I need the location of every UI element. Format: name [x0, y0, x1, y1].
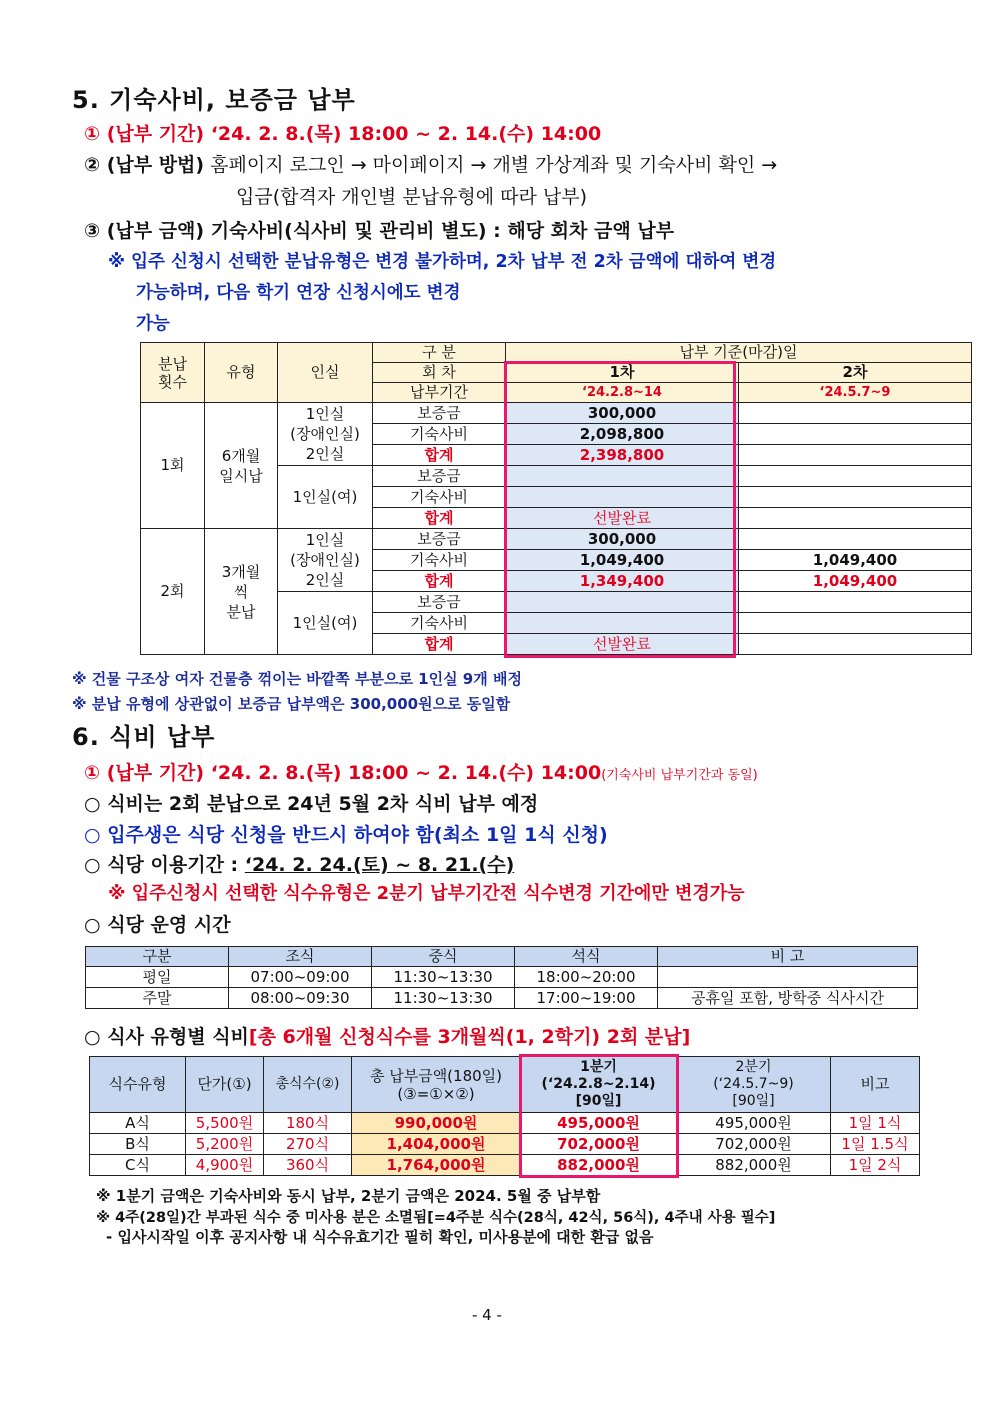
s5-method-line1: 홈페이지 로그인 → 마이페이지 → 개별 가상계좌 및 기숙사비 확인 → [210, 154, 778, 176]
meal-cell: 270식 [264, 1134, 352, 1155]
hours-cell: 11:30~13:30 [372, 967, 515, 988]
g1a-dorm-2 [739, 424, 972, 445]
g2-room-a: 1인실 (장애인실) 2인실 [278, 529, 373, 592]
table-row [90, 1155, 920, 1176]
s6-footnote-1: ※ 1분기 금액은 기숙사비와 동시 납부, 2분기 금액은 2024. 5월 중 납부함 [96, 1187, 601, 1205]
meal-cell: 495,000원 [677, 1113, 831, 1134]
g2a-total-1: 1,349,400 [506, 571, 739, 592]
table-row [86, 988, 918, 1009]
meal-h-q1: 1분기 (‘24.2.8~2.14) [90일] [521, 1057, 677, 1113]
meal-cell: 1일 1식 [831, 1113, 920, 1134]
table-row [86, 967, 918, 988]
table-row [90, 1113, 920, 1134]
g1a-deposit-label: 보증금 [373, 403, 506, 424]
s6-bullet-3-prefix: ○ 식당 이용기간 : [84, 854, 245, 876]
round-2: 2차 [739, 363, 972, 383]
g2a-deposit-1: 300,000 [506, 529, 739, 550]
g1-room-a: 1인실 (장애인실) 2인실 [278, 403, 373, 466]
meal-cell: 5,200원 [186, 1134, 264, 1155]
section5-title: 5. 기숙사비, 보증금 납부 [72, 86, 356, 114]
hours-cell: 평일 [86, 967, 229, 988]
g2-type: 3개월 씩 분납 [205, 529, 278, 655]
g1b-total-1: 선발완료 [506, 508, 739, 529]
hours-cell: 08:00~09:30 [229, 988, 372, 1009]
s6-bullet-3-note: ※ 입주신청시 선택한 식수유형은 2분기 납부기간전 식수변경 기간에만 변경가능 [108, 883, 745, 904]
g2a-deposit-label: 보증금 [373, 529, 506, 550]
g1b-total-label: 합계 [373, 508, 506, 529]
g2b-deposit-2 [739, 592, 972, 613]
g2a-total-2: 1,049,400 [739, 571, 972, 592]
meal-price-table [89, 1056, 920, 1176]
g1a-total-1: 2,398,800 [506, 445, 739, 466]
s5-payment-amount: ③ (납부 금액) 기숙사비(식사비 및 관리비 별도) : 해당 회차 금액 납부 [84, 220, 675, 242]
s6-footnote-3: - 입사시작일 이후 공지사항 내 식수유효기간 필히 확인, 미사용분에 대한 환급 없음 [106, 1228, 654, 1246]
meal-cell: 882,000원 [521, 1155, 677, 1176]
g1-count: 1회 [141, 403, 205, 529]
s6-footnote-2: ※ 4주(28일)간 부과된 식수 중 미사용 분은 소멸됨[=4주분 식수(28식, 42식, 56식), 4주내 사용 필수] [96, 1210, 776, 1226]
s6-bullet-5-red: [총 6개월 신청식수를 3개월씩(1, 2학기) 2회 분납] [248, 1026, 691, 1048]
s6-period-main: ① (납부 기간) ‘24. 2. 8.(목) 18:00 ~ 2. 14.(수) 14:00 [84, 762, 602, 784]
col-install-count: 분납 횟수 [141, 343, 205, 403]
hours-cell: 주말 [86, 988, 229, 1009]
s6-bullet-3-dates: ‘24. 2. 24.(토) ~ 8. 21.(수) [244, 854, 515, 876]
g2b-total-2 [739, 634, 972, 655]
round1-highlight-frame [504, 361, 736, 658]
col-gubun: 구 분 [373, 343, 506, 363]
g2a-total-label: 합계 [373, 571, 506, 592]
hours-cell: 07:00~09:00 [229, 967, 372, 988]
meal-cell: B식 [90, 1134, 186, 1155]
meal-h-total: 총 납부금액(180일) (③=①×②) [352, 1057, 521, 1113]
hours-cell: 18:00~20:00 [515, 967, 658, 988]
hours-cell: 11:30~13:30 [372, 988, 515, 1009]
g1b-total-2 [739, 508, 972, 529]
meal-cell: 1일 2식 [831, 1155, 920, 1176]
s5-payment-period: ① (납부 기간) ‘24. 2. 8.(목) 18:00 ~ 2. 14.(수) 14:00 [84, 123, 602, 145]
meal-h-count: 총식수(②) [264, 1057, 352, 1113]
row-round-label: 회 차 [373, 363, 506, 383]
meal-cell: 180식 [264, 1113, 352, 1134]
g1-room-b: 1인실(여) [278, 466, 373, 529]
s6-bullet-5-prefix: ○ 식사 유형별 식비 [84, 1026, 249, 1048]
g2a-dorm-label: 기숙사비 [373, 550, 506, 571]
page-number: - 4 - [472, 1306, 502, 1324]
s6-bullet-2: ○ 입주생은 식당 신청을 반드시 하여야 함(최소 1일 1식 신청) [84, 824, 608, 846]
hours-header: 조식 [229, 947, 372, 967]
hours-cell [658, 967, 918, 988]
meal-cell: C식 [90, 1155, 186, 1176]
s6-payment-period [84, 758, 758, 785]
s6-bullet-5 [84, 1022, 690, 1049]
period-2: ‘24.5.7~9 [739, 383, 972, 403]
g1b-dorm-2 [739, 487, 972, 508]
s5-footnote-2: ※ 분납 유형에 상관없이 보증금 납부액은 300,000원으로 동일함 [72, 695, 511, 713]
g2b-total-label: 합계 [373, 634, 506, 655]
g1a-dorm-label: 기숙사비 [373, 424, 506, 445]
period-1: ‘24.2.8~14 [506, 383, 739, 403]
s6-bullet-3 [84, 850, 514, 877]
meal-cell: 1일 1.5식 [831, 1134, 920, 1155]
col-room: 인실 [278, 343, 373, 403]
g1a-total-label: 합계 [373, 445, 506, 466]
s5-note-line1: ※ 입주 신청시 선택한 분납유형은 변경 불가하며, 2차 납부 전 2차 금액에 대하여 변경 [108, 252, 777, 272]
dining-hours-table [85, 946, 918, 1009]
meal-cell: 1,404,000원 [352, 1134, 521, 1155]
col-basis-date: 납부 기준(마감)일 [506, 343, 972, 363]
hours-cell: 17:00~19:00 [515, 988, 658, 1009]
meal-cell: 882,000원 [677, 1155, 831, 1176]
hours-header: 구분 [86, 947, 229, 967]
g2b-dorm-label: 기숙사비 [373, 613, 506, 634]
meal-cell: 360식 [264, 1155, 352, 1176]
s5-method-line2: 입금(합격자 개인별 분납유형에 따라 납부) [236, 186, 588, 208]
meal-cell: A식 [90, 1113, 186, 1134]
meal-h-note: 비고 [831, 1057, 920, 1113]
meal-cell: 5,500원 [186, 1113, 264, 1134]
g2a-deposit-2 [739, 529, 972, 550]
g2-room-b: 1인실(여) [278, 592, 373, 655]
meal-cell: 702,000원 [521, 1134, 677, 1155]
g2-count: 2회 [141, 529, 205, 655]
round-1: 1차 [506, 363, 739, 383]
s5-footnote-1: ※ 건물 구조상 여자 건물층 꺾이는 바깥쪽 부분으로 1인실 9개 배정 [72, 670, 522, 688]
g1b-deposit-2 [739, 466, 972, 487]
meal-cell: 1,764,000원 [352, 1155, 521, 1176]
s5-note-line3: 가능 [136, 314, 170, 334]
hours-cell: 공휴일 포함, 방학중 식사시간 [658, 988, 918, 1009]
hours-header: 비 고 [658, 947, 918, 967]
g1-type: 6개월 일시납 [205, 403, 278, 529]
meal-h-type: 식수유형 [90, 1057, 186, 1113]
g1b-deposit-label: 보증금 [373, 466, 506, 487]
s5-payment-method [84, 150, 777, 177]
meal-h-price: 단가(①) [186, 1057, 264, 1113]
s6-bullet-4: ○ 식당 운영 시간 [84, 914, 231, 936]
g2b-dorm-2 [739, 613, 972, 634]
s5-method-label: ② (납부 방법) [84, 154, 205, 176]
meal-cell: 4,900원 [186, 1155, 264, 1176]
g2a-dorm-2: 1,049,400 [739, 550, 972, 571]
g2b-deposit-label: 보증금 [373, 592, 506, 613]
s5-note-line2: 가능하며, 다음 학기 연장 신청시에도 변경 [136, 283, 461, 303]
g1a-dorm-1: 2,098,800 [506, 424, 739, 445]
s6-period-small: (기숙사비 납부기간과 동일) [601, 768, 758, 783]
g1b-dorm-label: 기숙사비 [373, 487, 506, 508]
meal-cell: 990,000원 [352, 1113, 521, 1134]
meal-cell: 495,000원 [521, 1113, 677, 1134]
s6-bullet-1: ○ 식비는 2회 분납으로 24년 5월 2차 식비 납부 예정 [84, 793, 539, 815]
meal-h-q2: 2분기 (‘24.5.7~9) [90일] [677, 1057, 831, 1113]
row-period-label: 납부기간 [373, 383, 506, 403]
g1a-deposit-2 [739, 403, 972, 424]
hours-header: 중식 [372, 947, 515, 967]
hours-header: 석식 [515, 947, 658, 967]
g1a-total-2 [739, 445, 972, 466]
col-type: 유형 [205, 343, 278, 403]
section6-title: 6. 식비 납부 [72, 723, 216, 751]
q1-highlight-frame [519, 1054, 679, 1178]
table-row [90, 1134, 920, 1155]
g2a-dorm-1: 1,049,400 [506, 550, 739, 571]
g2b-total-1: 선발완료 [506, 634, 739, 655]
meal-cell: 702,000원 [677, 1134, 831, 1155]
g1a-deposit-1: 300,000 [506, 403, 739, 424]
